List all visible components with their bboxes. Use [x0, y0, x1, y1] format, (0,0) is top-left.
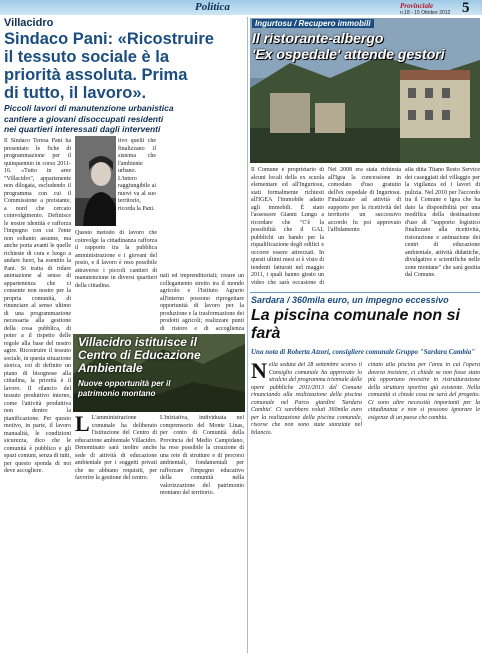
- publication-logo: Provinciale: [400, 2, 434, 10]
- article1-column-3: [75, 230, 157, 330]
- article1-column-4: [160, 273, 244, 333]
- article1-text: Il Sindaco Teresa Pani ha presentato le fiche di programmazione per il quinquennio in corso 2011-16. «Tutto in aree "Villacidro", appartenente non dilogata, escludendo il programma con cui il Commissione a preistante, a nord che cercato coinvolgimento. Definisce le nostre identità e rafforza l'impegno con cui l'ente non soltanto assume, ma anche porta avanti le quelle richieste di cura e luogo a andare fuori, ha esentito la Pani. Si tratta di ridare animazione al senso di appartenenza che ci consente non nostre per la propria comunità, di rinunciare al senso ultimo di una programmazione necessaria alla gestione della cosa pubblica, di poter a il rispetto delle regole alla base del nostro agire. Ricostruire il tessuto sociale, in questa situazione storica, coi di definire un piano di bisognose alla cittadina, la priorità è il lavoro. Il rilancio del tessuto produttivo interno, come l'attività produttiva non dentro la pianificazione. Per questo motivo, in parte, il lavoro manualità, le condizioni sicurezza, dico che le comunità è pubblico e gli spazi comuni, senza di tutti, per questo sponda di noi deve accogliere.: [4, 138, 71, 474]
- article1-headline-line: di tutto, il lavoro».: [4, 84, 147, 102]
- article4-byline: Una nota di Roberta Atzori, consigliere comunale Gruppo "Sardara Cambia": [251, 348, 476, 356]
- article1-text: tivo quelli che finalizzano il sistema che l'ambiente urbano. L'intero raggiungibile ai nuovi va al suo territorio, ricorda la Pani.: [118, 138, 156, 212]
- article2-headline: [252, 30, 480, 62]
- article1-column-1: [4, 138, 71, 653]
- article3-subhead-line: Nuove opportunità per il: [78, 379, 171, 388]
- article4-kicker: Sardara / 360mila euro, un impegno eccessivo: [251, 295, 449, 305]
- article1-headline-line: priorità assoluta. Prima: [4, 66, 188, 84]
- mayor-photo-image: [75, 136, 116, 226]
- page-number: 5: [462, 0, 470, 16]
- article2-column-1: [251, 167, 324, 287]
- article1-headline-line: Sindaco Pani: «Ricostruire: [4, 30, 214, 48]
- article1-subhead-line: Piccoli lavori di manutenzione urbanistica: [4, 103, 174, 113]
- section-title: Politica: [195, 1, 230, 13]
- article3-subhead: [78, 379, 243, 399]
- section-rule: [250, 292, 480, 293]
- article1-kicker: Villacidro: [4, 17, 54, 29]
- article3-column-2: [160, 415, 244, 653]
- article3-headline-line: Centro di Educazione: [78, 348, 201, 362]
- article3-dropcap: L: [75, 415, 90, 436]
- article3-column-1: [75, 415, 157, 653]
- article4-column-2: [368, 362, 480, 653]
- article2-headline-line: 'Ex ospedale' attende gestori: [252, 46, 445, 62]
- article4-column-1: [251, 362, 362, 653]
- article3-headline-line: Ambientale: [78, 361, 143, 375]
- article1-text: Questo metodo di lavoro che coinvolge la cittadinanza rafforza il rapporto tra la pubblica amministrazione e i giovani del posto, e il lavoro è reso possibile attraverso i piccoli cantieri di manutenzione in diversi quartieri della cittadina.: [75, 230, 157, 289]
- article2-text: alla ditta Titano Resto Service dei caseggiati del villaggio per la vigilanza ed i lavori di pulizia. Nel 2010 per l'accordo tra il Comune e Igea che ha dato la disponibilità per una modifica della destinazione d'uso di "supporto logistico finalizzato alla ricettività, ristorazione e animazione dei centri di educazione ambientale, attività didattiche, divulgative e scientifiche nelle zone montane" che sarà gestita dal Comune.: [405, 167, 480, 278]
- article2-column-3: [405, 167, 480, 287]
- article2-column-2: [328, 167, 401, 287]
- article1-subhead-line: cantiere a giovani disoccupati residenti: [4, 113, 164, 124]
- article3-headline: [78, 336, 243, 375]
- article1-text: nali ed imprenditoriali; creare un collegamento stretto tra il mondo agricolo e l'Istituto Agrario all'interno possono riprogettare opportunità di lavoro per la produzione e la trasformazione dei prodotti agricoli; realizzare punti di ristoro e di accoglienza: [160, 273, 244, 332]
- article1-subhead: [4, 103, 244, 135]
- article1-headline-line: il tessuto sociale è la: [4, 48, 170, 66]
- column-divider: [247, 17, 248, 653]
- article2-headline-line: Il ristorante-albergo: [252, 30, 384, 46]
- article4-dropcap: N: [251, 362, 267, 383]
- article2-text: Il Comune è proprietario di alcuni locali della ex scuola elementare ed all'Ingurtosu, stati formalmente richiesti all'IGEA l'immobile adatto agli immobili. È stato l'assessore Gianni Lungu a ricordare che "C'è la possibilità che il GAL pubblichi un bando per la riqualificazione degli edifici e occorre essere attrezzati. In questi ultimi mesi si è visto di tendenti fatturati nel maggio 2011, i quali hanno girato un video che sarà occasione di: [251, 167, 324, 286]
- issue-info: n.18 - 15 Ottobre 2012: [400, 10, 451, 16]
- article3-kicker: Villacidro istituisce il: [78, 335, 197, 349]
- article2-text: Nel 2008 era stata richiesta all'Igea la concessione in comodato d'uso gratuito dell'ex ospedale di Ingurtosu. Finalizzato ad attività di supporto per la ricettività del territorio un successivo accordo fu poi approvato l'affidamento: [328, 167, 401, 233]
- article3-subhead-line: patrimonio montano: [78, 389, 156, 398]
- article4-text: cinato alla piscina per l'area in cui l'opera doveva insistere, ci chiede se non fosse stato più opportuno investire in ristrutturazione della struttura sportiva già esistente. Nella comunità si chiede cosa ne sarà del progetto. Ci sono altre necessità importanti per la cittadinanza e non si possono ignorare le esigenze di un paese che cambia.: [368, 362, 480, 421]
- article2-kicker: Ingurtosu / Recupero immobili: [252, 19, 374, 28]
- article4-text: ella seduta del 28 settembre scorso il Consiglio comunale ha approvato lo stralcio del programma triennale delle opere pubbliche 2011/2013 del Comune rinunciando alla realizzazione della piscina comunale nel Parco giardini 'Sardara Cambia'. Ci sarebbero voluti 360mila euro per la realizzazione della piscina comunale, risorse che non sono state stanziate nel bilancio.: [251, 362, 362, 436]
- article3-text: L'amministrazione comunale ha deliberato l'istituzione del Centro di educazione ambientale Villacidro. Denominato sarà inoltre anche sede di attività di educazione ambientale per i soggetti privati che ne abbiano requisiti, per favorire la gestione del centro.: [75, 415, 157, 481]
- article1-headline: [4, 30, 244, 102]
- article4-headline: La piscina comunale non si farà: [251, 307, 460, 342]
- mayor-photo: [75, 136, 116, 226]
- article1-subhead-line: nei quartieri interessati dagli interventi: [4, 124, 161, 134]
- article3-text: L'iniziativa, individuata nel comprensorio del Monte Linas, per conto di Comunità della Provincia del Medio Campidano, ha reso possibile la creazione di una rete di strutture e di percorsi ambientali, fondamentali per rafforzare l'impegno educativo della comunità nella valorizzazione del patrimonio montano del territorio.: [160, 415, 244, 496]
